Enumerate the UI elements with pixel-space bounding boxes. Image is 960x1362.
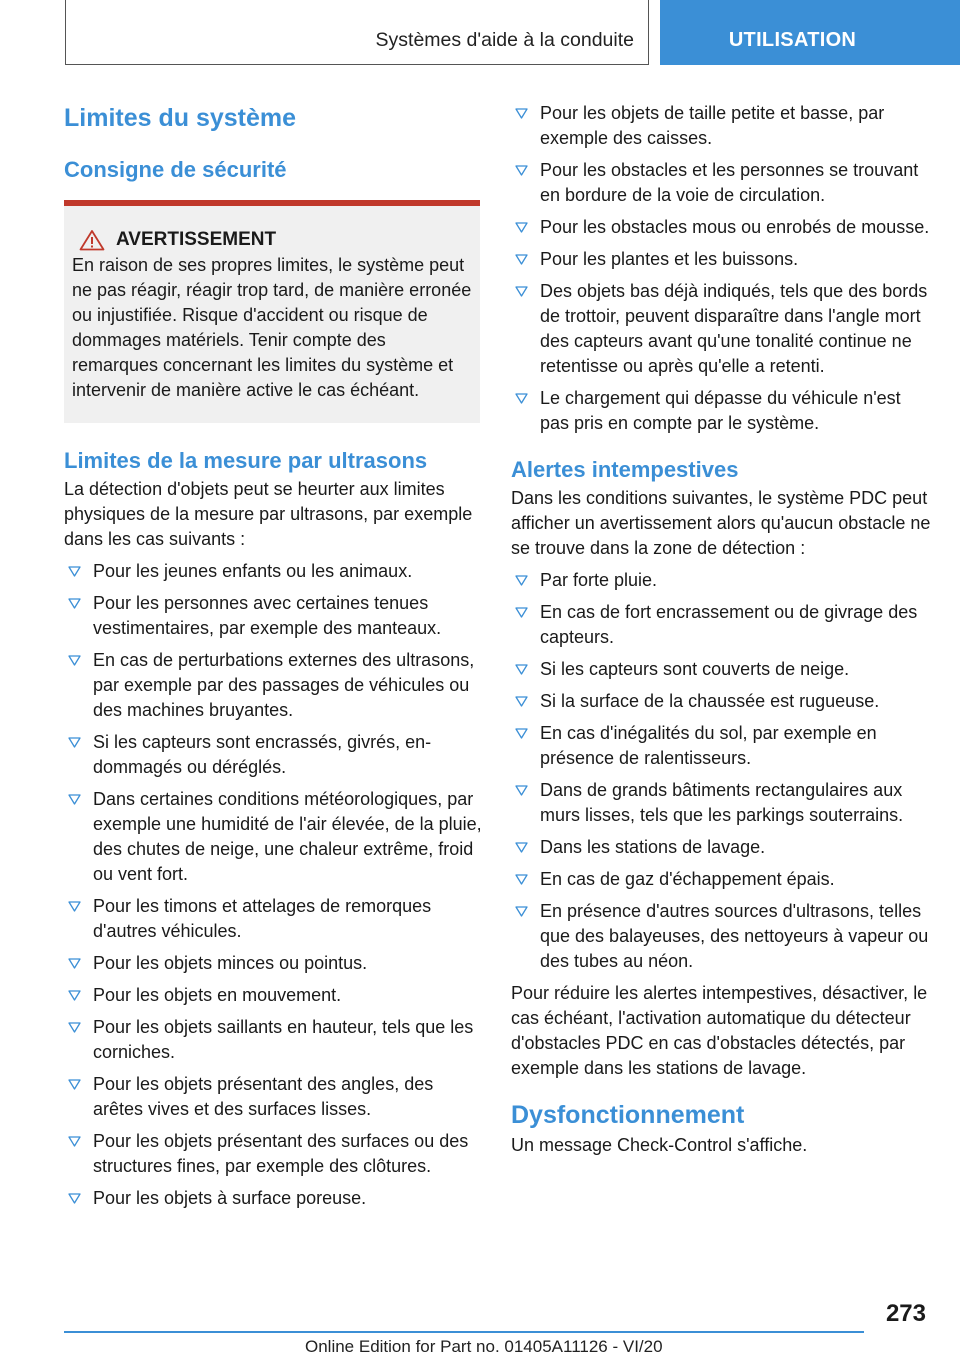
list-item: [511, 158, 931, 208]
bullet-triangle-icon: [68, 566, 81, 577]
list-item: [511, 721, 931, 771]
list-item-text: Pour les timons et attelages de remorques d'autres véhicules.: [93, 896, 432, 941]
header-chapter-label: UTILISATION: [728, 29, 857, 51]
list-item-text: Des objets bas déjà indiqués, tels que des bords de trottoir, peuvent disparaître dans l'angle mort des capteurs avant qu'une tonalité continue ne retentisse ou après qu'elle a retenti.: [540, 281, 928, 376]
list-item-text: Si les capteurs sont encrassés, givrés, endommagés ou déréglés.: [93, 732, 432, 777]
list-item: [64, 951, 482, 976]
limitations-list-continued: [511, 101, 931, 436]
bullet-triangle-icon: [68, 901, 81, 912]
alertes-outro: Pour réduire les alertes intempestives, désactiver, le cas échéant, l'activation automatique du détecteur d'obstacles PDC en cas d'obstacles détectés, par exemple dans les stations de lavage.: [511, 983, 928, 1078]
bullet-triangle-icon: [515, 222, 528, 233]
bullet-triangle-icon: [515, 165, 528, 176]
list-item-text: Dans de grands bâtiments rectangulaires aux murs lisses, tels que les parkings souterrains.: [540, 780, 904, 825]
list-item: [511, 778, 931, 828]
bullet-triangle-icon: [68, 1022, 81, 1033]
list-item: [64, 1129, 482, 1179]
list-item: [511, 657, 931, 682]
list-item-text: Pour les objets de taille petite et basse, par exemple des caisses.: [540, 103, 885, 148]
bullet-triangle-icon: [68, 794, 81, 805]
list-item: [64, 591, 482, 641]
alertes-intro: Dans les conditions suivantes, le système PDC peut afficher un avertissement alors qu'aucun obstacle ne se trouve dans la zone de détection :: [511, 488, 931, 558]
left-column: [64, 100, 482, 1211]
bullet-triangle-icon: [515, 874, 528, 885]
list-item: [64, 648, 482, 723]
dysfonctionnement-text: Un message Check-Control s'affiche.: [511, 1135, 808, 1155]
section-heading-dysfonctionnement: Dysfonctionnement: [511, 1101, 745, 1129]
list-item-text: Pour les objets présentant des surfaces ou des structures fines, par exemple des clôtures.: [93, 1131, 469, 1176]
list-item-text: Pour les objets minces ou pointus.: [93, 953, 368, 973]
alerts-list: [511, 568, 931, 974]
section-heading-limites: Limites du système: [64, 104, 297, 132]
warning-triangle-icon: [79, 229, 105, 251]
ultrasons-intro: La détection d'objets peut se heurter aux limites physiques de la mesure par ultrasons, par exemple dans les cas suivants :: [64, 479, 473, 549]
bullet-triangle-icon: [515, 607, 528, 618]
list-item-text: En présence d'autres sources d'ultrasons, telles que des balayeuses, des nettoyeurs à vapeur ou des tubes au néon.: [540, 901, 929, 971]
list-item-text: Si la surface de la chaussée est rugueuse.: [540, 691, 880, 711]
list-item: [511, 899, 931, 974]
footer-divider: [64, 1331, 864, 1333]
list-item-text: Pour les jeunes enfants ou les animaux.: [93, 561, 413, 581]
list-item: [511, 247, 931, 272]
list-item: [511, 386, 931, 436]
footer-edition: Online Edition for Part no. 01405A11126 - VI/20: [305, 1337, 663, 1356]
list-item: [64, 1186, 482, 1211]
bullet-triangle-icon: [68, 737, 81, 748]
list-item-text: Si les capteurs sont couverts de neige.: [540, 659, 850, 679]
warning-header: [72, 227, 472, 252]
list-item-text: Le chargement qui dépasse du véhicule n'est pas pris en compte par le système.: [540, 388, 901, 433]
subheading-alertes: Alertes intempestives: [511, 457, 739, 482]
list-item: [511, 279, 931, 379]
list-item: [511, 568, 931, 593]
limitations-list: [64, 559, 482, 1211]
list-item: [511, 101, 931, 151]
list-item: [511, 600, 931, 650]
bullet-triangle-icon: [515, 286, 528, 297]
list-item: [64, 559, 482, 584]
warning-title: AVERTISSEMENT: [116, 229, 277, 250]
list-item: [64, 787, 482, 887]
list-item: [511, 867, 931, 892]
bullet-triangle-icon: [515, 664, 528, 675]
list-item-text: En cas de perturbations externes des ultrasons, par exemple par des passages de véhicules ou des machines bruyantes.: [93, 650, 475, 720]
bullet-triangle-icon: [68, 958, 81, 969]
list-item-text: Dans les stations de lavage.: [540, 837, 766, 857]
subheading-ultrasons: Limites de la mesure par ultrasons: [64, 448, 428, 473]
bullet-triangle-icon: [68, 1079, 81, 1090]
list-item-text: Pour les plantes et les buissons.: [540, 249, 799, 269]
list-item-text: En cas de gaz d'échappement épais.: [540, 869, 835, 889]
bullet-triangle-icon: [515, 696, 528, 707]
list-item: [64, 983, 482, 1008]
right-column: [511, 101, 931, 1158]
list-item: [511, 215, 931, 240]
bullet-triangle-icon: [515, 575, 528, 586]
list-item-text: Pour les obstacles mous ou enrobés de mousse.: [540, 217, 930, 237]
list-item-text: En cas d'inégalités du sol, par exemple en présence de ralentisseurs.: [540, 723, 877, 768]
list-item: [64, 1015, 482, 1065]
list-item-text: Pour les objets en mouvement.: [93, 985, 342, 1005]
list-item: [64, 1072, 482, 1122]
list-item: [511, 689, 931, 714]
warning-box: [64, 200, 480, 423]
subheading-consigne: Consigne de sécurité: [64, 157, 287, 182]
list-item-text: Pour les personnes avec certaines tenues vestimentaires, par exemple des manteaux.: [93, 593, 442, 638]
bullet-triangle-icon: [515, 842, 528, 853]
list-item-text: Pour les obstacles et les personnes se trouvant en bordure de la voie de circulation.: [540, 160, 919, 205]
list-item: [64, 894, 482, 944]
header-frame: [65, 0, 649, 65]
bullet-triangle-icon: [515, 393, 528, 404]
list-item: [64, 730, 482, 780]
bullet-triangle-icon: [68, 990, 81, 1001]
page-number: 273: [885, 1300, 926, 1327]
header-chapter-tab[interactable]: [660, 0, 960, 65]
bullet-triangle-icon: [515, 785, 528, 796]
header-section-title: Systèmes d'aide à la conduite: [375, 29, 634, 51]
bullet-triangle-icon: [68, 598, 81, 609]
list-item-text: Pour les objets présentant des angles, des arêtes vives et des surfaces lisses.: [93, 1074, 434, 1119]
bullet-triangle-icon: [515, 906, 528, 917]
list-item-text: Pour les objets saillants en hauteur, tels que les corniches.: [93, 1017, 474, 1062]
bullet-triangle-icon: [515, 728, 528, 739]
bullet-triangle-icon: [68, 1136, 81, 1147]
list-item-text: Par forte pluie.: [540, 570, 658, 590]
list-item: [511, 835, 931, 860]
warning-text: En raison de ses propres limites, le système peut ne pas réagir, réagir trop tard, de manière erronée ou injustifiée. Risque d'accident ou risque de dommages matériels. Tenir compte des remarques concernant les limites du système et intervenir de manière active le cas échéant.: [72, 255, 472, 400]
list-item-text: En cas de fort encrassement ou de givrage des capteurs.: [540, 602, 918, 647]
bullet-triangle-icon: [68, 1193, 81, 1204]
bullet-triangle-icon: [515, 254, 528, 265]
bullet-triangle-icon: [515, 108, 528, 119]
list-item-text: Dans certaines conditions météorologiques, par exemple une humidité de l'air élevée, de la pluie, des chutes de neige, une chaleur extrême, froid ou vent fort.: [93, 789, 482, 884]
list-item-text: Pour les objets à surface poreuse.: [93, 1188, 367, 1208]
bullet-triangle-icon: [68, 655, 81, 666]
